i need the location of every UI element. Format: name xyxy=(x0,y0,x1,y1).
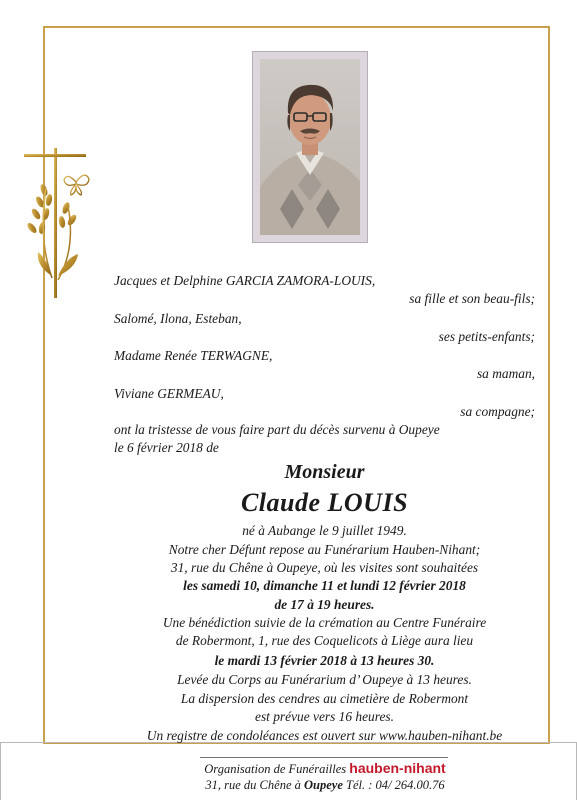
survivor-relation-3: sa maman, xyxy=(476,366,535,381)
repose-line-1: Notre cher Défunt repose au Funérarium Hauben-Nihant; xyxy=(168,542,481,557)
survivor-relation-2: ses petits-enfants; xyxy=(438,329,535,344)
announcement-line-2: le 6 février 2018 de xyxy=(114,440,219,455)
announcement-line-1: ont la tristesse de vous faire part du décès survenu à Oupeye xyxy=(114,422,440,437)
survivor-name-2: Salomé, Ilona, Esteban, xyxy=(114,311,242,326)
footer-address-start: 31, rue du Chêne à xyxy=(205,778,301,792)
footer-org-prefix: Organisation de Funérailles xyxy=(204,762,347,776)
levee-line: Levée du Corps au Funérarium d’ Oupeye à 13 heures. xyxy=(177,672,472,687)
portrait-illustration xyxy=(260,59,360,235)
footer-address xyxy=(160,778,490,793)
deceased-name: Claude LOUIS xyxy=(240,488,409,517)
footer-organisation xyxy=(160,760,490,777)
survivor-relation-1: sa fille et son beau-fils; xyxy=(409,291,535,306)
blessing-line-1: Une bénédiction suivie de la crémation au Centre Funéraire xyxy=(162,615,487,630)
ashes-line-1: La dispersion des cendres au cimetière de Robermont xyxy=(180,691,469,706)
footer-address-phone: Tél. : 04/ 264.00.76 xyxy=(346,778,445,792)
footer-separator xyxy=(200,757,448,758)
cross-with-wheat-and-butterfly-icon xyxy=(16,148,96,298)
survivor-name-3: Madame Renée TERWAGNE, xyxy=(114,348,273,363)
blessing-date: le mardi 13 février 2018 à 13 heures 30. xyxy=(214,653,435,668)
birth-line: né à Aubange le 9 juillet 1949. xyxy=(242,523,407,538)
survivor-name-4: Viviane GERMEAU, xyxy=(114,386,224,401)
portrait-photo xyxy=(252,51,368,243)
outer-border-left xyxy=(0,742,1,800)
survivor-relation-4: sa compagne; xyxy=(460,404,535,419)
repose-line-2: 31, rue du Chêne à Oupeye, où les visites sont souhaitées xyxy=(170,560,479,575)
footer-address-town: Oupeye xyxy=(304,778,343,792)
brand-logo-text: hauben-nihant xyxy=(349,760,446,776)
honorific: Monsieur xyxy=(284,461,365,483)
blessing-line-2: de Robermont, 1, rue des Coquelicots à Liège aura lieu xyxy=(175,633,474,648)
registry-line: Un registre de condoléances est ouvert sur www.hauben-nihant.be xyxy=(146,728,503,743)
survivor-name-1: Jacques et Delphine GARCIA ZAMORA-LOUIS, xyxy=(114,273,376,288)
ashes-line-2: est prévue vers 16 heures. xyxy=(255,709,394,724)
visit-hours: de 17 à 19 heures. xyxy=(274,597,375,612)
visit-days: les samedi 10, dimanche 11 et lundi 12 février 2018 xyxy=(183,578,466,593)
